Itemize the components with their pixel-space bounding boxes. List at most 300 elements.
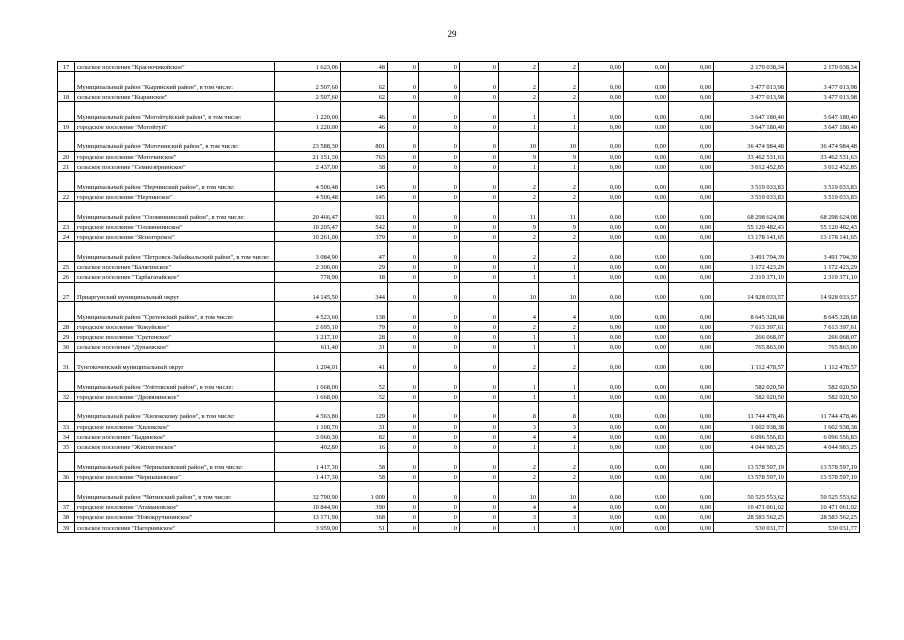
cell-col-8: 2 bbox=[499, 472, 539, 482]
cell-col-6: 0 bbox=[419, 261, 460, 271]
cell-col-6: 0 bbox=[419, 421, 460, 431]
cell-col-6: 0 bbox=[419, 232, 460, 242]
table-row bbox=[58, 172, 860, 192]
cell-residents: 79 bbox=[341, 321, 388, 331]
cell-row-number bbox=[58, 102, 75, 122]
cell-col-8: 2 bbox=[499, 72, 539, 92]
table-row bbox=[58, 282, 860, 302]
cell-col-11: 0,00 bbox=[624, 402, 669, 422]
cell-col-7: 0 bbox=[460, 161, 499, 171]
cell-col-11: 0,00 bbox=[624, 442, 669, 452]
cell-col-8: 1 bbox=[499, 372, 539, 392]
cell-col-5: 0 bbox=[388, 191, 419, 201]
cell-col-7: 0 bbox=[460, 62, 499, 72]
cell-col-12: 0,00 bbox=[669, 62, 714, 72]
cell-col-11: 0,00 bbox=[624, 191, 669, 201]
cell-row-number: 19 bbox=[58, 121, 75, 131]
cell-area: 1 204,01 bbox=[275, 352, 341, 372]
cell-col-6: 0 bbox=[419, 282, 460, 302]
cell-area: 402,80 bbox=[275, 442, 341, 452]
cell-col-7: 0 bbox=[460, 242, 499, 262]
cell-col-5: 0 bbox=[388, 391, 419, 401]
cell-area: 1 417,30 bbox=[275, 472, 341, 482]
cell-col-10: 0,00 bbox=[579, 202, 624, 222]
cell-col-6: 0 bbox=[419, 62, 460, 72]
cell-col-6: 0 bbox=[419, 391, 460, 401]
cell-col-8: 1 bbox=[499, 102, 539, 122]
cell-col-13: 4 044 983,25 bbox=[714, 442, 787, 452]
cell-col-13: 1 112 478,57 bbox=[714, 352, 787, 372]
cell-row-number: 36 bbox=[58, 472, 75, 482]
cell-name: городское поселение "Чернышевское" bbox=[75, 472, 275, 482]
cell-total: 14 928 033,57 bbox=[787, 282, 860, 302]
cell-col-5: 0 bbox=[388, 172, 419, 192]
cell-col-12: 0,00 bbox=[669, 342, 714, 352]
table-row bbox=[58, 522, 860, 532]
cell-col-5: 0 bbox=[388, 431, 419, 441]
table-row bbox=[58, 482, 860, 502]
cell-col-9: 3 bbox=[539, 421, 579, 431]
cell-col-5: 0 bbox=[388, 272, 419, 282]
page-number: 29 bbox=[447, 29, 457, 39]
cell-col-5: 0 bbox=[388, 282, 419, 302]
cell-col-9: 4 bbox=[539, 431, 579, 441]
cell-col-6: 0 bbox=[419, 332, 460, 342]
cell-total: 11 744 478,46 bbox=[787, 402, 860, 422]
cell-col-9: 9 bbox=[539, 151, 579, 161]
cell-col-7: 0 bbox=[460, 512, 499, 522]
cell-col-8: 1 bbox=[499, 342, 539, 352]
cell-row-number: 37 bbox=[58, 502, 75, 512]
cell-residents: 379 bbox=[341, 232, 388, 242]
cell-col-5: 0 bbox=[388, 332, 419, 342]
cell-total: 3 477 013,98 bbox=[787, 91, 860, 101]
cell-col-9: 2 bbox=[539, 191, 579, 201]
cell-residents: 58 bbox=[341, 452, 388, 472]
cell-col-12: 0,00 bbox=[669, 151, 714, 161]
cell-col-7: 0 bbox=[460, 522, 499, 532]
cell-col-9: 2 bbox=[539, 172, 579, 192]
cell-col-10: 0,00 bbox=[579, 342, 624, 352]
cell-total: 2 319 371,10 bbox=[787, 272, 860, 282]
table-row bbox=[58, 442, 860, 452]
cell-col-6: 0 bbox=[419, 342, 460, 352]
cell-row-number bbox=[58, 132, 75, 152]
cell-name: сельское поселение "Нагорнинское" bbox=[75, 522, 275, 532]
cell-name: городское поселение "Кокуйское" bbox=[75, 321, 275, 331]
cell-col-7: 0 bbox=[460, 282, 499, 302]
cell-total: 530 031,77 bbox=[787, 522, 860, 532]
cell-col-7: 0 bbox=[460, 232, 499, 242]
cell-name: сельское поселение "Тарбагатайское" bbox=[75, 272, 275, 282]
cell-area: 1 668,00 bbox=[275, 372, 341, 392]
cell-col-7: 0 bbox=[460, 172, 499, 192]
cell-col-13: 3 519 033,83 bbox=[714, 172, 787, 192]
cell-col-13: 55 120 482,43 bbox=[714, 221, 787, 231]
cell-col-11: 0,00 bbox=[624, 321, 669, 331]
cell-area: 3 084,90 bbox=[275, 242, 341, 262]
cell-col-6: 0 bbox=[419, 161, 460, 171]
cell-row-number bbox=[58, 372, 75, 392]
cell-residents: 52 bbox=[341, 372, 388, 392]
table-row bbox=[58, 431, 860, 441]
cell-col-10: 0,00 bbox=[579, 91, 624, 101]
cell-total: 582 020,50 bbox=[787, 391, 860, 401]
cell-col-10: 0,00 bbox=[579, 321, 624, 331]
cell-col-12: 0,00 bbox=[669, 421, 714, 431]
cell-col-9: 1 bbox=[539, 121, 579, 131]
cell-total: 3 477 013,98 bbox=[787, 72, 860, 92]
cell-col-13: 8 645 328,68 bbox=[714, 302, 787, 322]
cell-total: 28 583 562,25 bbox=[787, 512, 860, 522]
cell-residents: 344 bbox=[341, 282, 388, 302]
cell-row-number bbox=[58, 302, 75, 322]
cell-col-10: 0,00 bbox=[579, 221, 624, 231]
cell-col-5: 0 bbox=[388, 502, 419, 512]
cell-name: сельское поселение "Балягинское" bbox=[75, 261, 275, 271]
cell-col-8: 8 bbox=[499, 402, 539, 422]
cell-col-12: 0,00 bbox=[669, 452, 714, 472]
cell-col-9: 4 bbox=[539, 302, 579, 322]
table-row bbox=[58, 232, 860, 242]
cell-row-number: 35 bbox=[58, 442, 75, 452]
cell-name: городское поселение "Могочинское" bbox=[75, 151, 275, 161]
cell-area: 4 563,80 bbox=[275, 402, 341, 422]
cell-col-10: 0,00 bbox=[579, 272, 624, 282]
cell-col-5: 0 bbox=[388, 62, 419, 72]
cell-name: городское поселение "Могойтуй" bbox=[75, 121, 275, 131]
cell-col-12: 0,00 bbox=[669, 402, 714, 422]
cell-residents: 801 bbox=[341, 132, 388, 152]
cell-col-8: 1 bbox=[499, 332, 539, 342]
cell-residents: 18 bbox=[341, 272, 388, 282]
cell-residents: 51 bbox=[341, 522, 388, 532]
cell-col-9: 11 bbox=[539, 202, 579, 222]
cell-row-number: 27 bbox=[58, 282, 75, 302]
cell-col-5: 0 bbox=[388, 321, 419, 331]
cell-col-5: 0 bbox=[388, 342, 419, 352]
cell-residents: 62 bbox=[341, 72, 388, 92]
cell-col-9: 1 bbox=[539, 102, 579, 122]
cell-col-8: 2 bbox=[499, 242, 539, 262]
cell-area: 1 220,00 bbox=[275, 121, 341, 131]
cell-col-6: 0 bbox=[419, 482, 460, 502]
cell-col-5: 0 bbox=[388, 472, 419, 482]
cell-col-9: 1 bbox=[539, 272, 579, 282]
cell-total: 1 602 938,38 bbox=[787, 421, 860, 431]
cell-residents: 82 bbox=[341, 431, 388, 441]
cell-col-9: 1 bbox=[539, 372, 579, 392]
cell-col-12: 0,00 bbox=[669, 352, 714, 372]
cell-col-6: 0 bbox=[419, 121, 460, 131]
cell-col-8: 1 bbox=[499, 121, 539, 131]
cell-col-6: 0 bbox=[419, 272, 460, 282]
cell-col-11: 0,00 bbox=[624, 62, 669, 72]
cell-col-13: 36 474 984,48 bbox=[714, 132, 787, 152]
cell-name: Муниципальный район "Могойтуйский район", в том числе: bbox=[75, 102, 275, 122]
cell-row-number: 23 bbox=[58, 221, 75, 231]
table-row bbox=[58, 372, 860, 392]
cell-total: 3 491 794,39 bbox=[787, 242, 860, 262]
table-row bbox=[58, 452, 860, 472]
cell-total: 33 462 531,63 bbox=[787, 151, 860, 161]
cell-col-13: 3 647 180,40 bbox=[714, 102, 787, 122]
cell-col-8: 2 bbox=[499, 62, 539, 72]
cell-col-9: 2 bbox=[539, 472, 579, 482]
cell-residents: 921 bbox=[341, 202, 388, 222]
table-row bbox=[58, 332, 860, 342]
cell-row-number: 20 bbox=[58, 151, 75, 161]
cell-col-11: 0,00 bbox=[624, 151, 669, 161]
cell-row-number: 26 bbox=[58, 272, 75, 282]
table-row bbox=[58, 202, 860, 222]
table-row bbox=[58, 151, 860, 161]
cell-col-13: 14 928 033,57 bbox=[714, 282, 787, 302]
cell-col-7: 0 bbox=[460, 302, 499, 322]
cell-residents: 763 bbox=[341, 151, 388, 161]
cell-col-7: 0 bbox=[460, 431, 499, 441]
cell-name: сельское поселение "Кыринское" bbox=[75, 91, 275, 101]
cell-col-13: 3 491 794,39 bbox=[714, 242, 787, 262]
cell-col-7: 0 bbox=[460, 202, 499, 222]
cell-col-9: 2 bbox=[539, 72, 579, 92]
cell-total: 3 647 180,40 bbox=[787, 102, 860, 122]
cell-col-11: 0,00 bbox=[624, 512, 669, 522]
cell-area: 10 844,90 bbox=[275, 502, 341, 512]
cell-col-11: 0,00 bbox=[624, 482, 669, 502]
cell-col-6: 0 bbox=[419, 522, 460, 532]
cell-col-12: 0,00 bbox=[669, 372, 714, 392]
cell-col-13: 3 012 452,85 bbox=[714, 161, 787, 171]
cell-total: 10 471 061,02 bbox=[787, 502, 860, 512]
table-row bbox=[58, 191, 860, 201]
cell-col-11: 0,00 bbox=[624, 232, 669, 242]
cell-area: 32 790,90 bbox=[275, 482, 341, 502]
cell-col-6: 0 bbox=[419, 102, 460, 122]
cell-total: 3 012 452,85 bbox=[787, 161, 860, 171]
cell-col-12: 0,00 bbox=[669, 72, 714, 92]
cell-col-12: 0,00 bbox=[669, 232, 714, 242]
cell-col-12: 0,00 bbox=[669, 121, 714, 131]
cell-col-5: 0 bbox=[388, 482, 419, 502]
cell-col-8: 4 bbox=[499, 431, 539, 441]
cell-col-7: 0 bbox=[460, 472, 499, 482]
cell-col-11: 0,00 bbox=[624, 342, 669, 352]
cell-col-10: 0,00 bbox=[579, 421, 624, 431]
cell-col-12: 0,00 bbox=[669, 102, 714, 122]
cell-col-6: 0 bbox=[419, 191, 460, 201]
cell-total: 765 863,00 bbox=[787, 342, 860, 352]
cell-area: 2 507,60 bbox=[275, 72, 341, 92]
cell-col-6: 0 bbox=[419, 242, 460, 262]
cell-col-7: 0 bbox=[460, 151, 499, 161]
cell-col-9: 1 bbox=[539, 332, 579, 342]
cell-col-7: 0 bbox=[460, 372, 499, 392]
cell-col-7: 0 bbox=[460, 442, 499, 452]
cell-col-9: 4 bbox=[539, 502, 579, 512]
cell-col-13: 50 525 553,62 bbox=[714, 482, 787, 502]
cell-area: 10 261,00 bbox=[275, 232, 341, 242]
cell-row-number: 25 bbox=[58, 261, 75, 271]
cell-col-6: 0 bbox=[419, 151, 460, 161]
cell-col-11: 0,00 bbox=[624, 302, 669, 322]
cell-col-9: 1 bbox=[539, 391, 579, 401]
cell-name: городское поселение "Дровянинское" bbox=[75, 391, 275, 401]
table-row bbox=[58, 302, 860, 322]
cell-col-11: 0,00 bbox=[624, 72, 669, 92]
cell-residents: 46 bbox=[341, 121, 388, 131]
cell-total: 582 020,50 bbox=[787, 372, 860, 392]
cell-residents: 28 bbox=[341, 332, 388, 342]
cell-col-8: 3 bbox=[499, 512, 539, 522]
cell-col-5: 0 bbox=[388, 242, 419, 262]
cell-residents: 16 bbox=[341, 442, 388, 452]
cell-col-11: 0,00 bbox=[624, 202, 669, 222]
cell-col-6: 0 bbox=[419, 502, 460, 512]
cell-col-7: 0 bbox=[460, 321, 499, 331]
cell-residents: 368 bbox=[341, 512, 388, 522]
cell-col-7: 0 bbox=[460, 352, 499, 372]
cell-residents: 31 bbox=[341, 421, 388, 431]
cell-row-number bbox=[58, 172, 75, 192]
cell-col-8: 2 bbox=[499, 321, 539, 331]
cell-area: 4 523,60 bbox=[275, 302, 341, 322]
cell-col-10: 0,00 bbox=[579, 372, 624, 392]
cell-total: 13 578 597,19 bbox=[787, 452, 860, 472]
table-row bbox=[58, 391, 860, 401]
cell-total: 36 474 984,48 bbox=[787, 132, 860, 152]
cell-col-10: 0,00 bbox=[579, 512, 624, 522]
cell-col-8: 4 bbox=[499, 502, 539, 512]
cell-col-6: 0 bbox=[419, 352, 460, 372]
cell-col-5: 0 bbox=[388, 402, 419, 422]
cell-col-13: 3 519 033,83 bbox=[714, 191, 787, 201]
cell-name: городское поселение "Ясногорское" bbox=[75, 232, 275, 242]
cell-row-number bbox=[58, 242, 75, 262]
cell-area: 14 145,50 bbox=[275, 282, 341, 302]
cell-col-7: 0 bbox=[460, 391, 499, 401]
cell-col-11: 0,00 bbox=[624, 102, 669, 122]
cell-total: 50 525 553,62 bbox=[787, 482, 860, 502]
cell-name: Муниципальный район "Читинский район", в том числе: bbox=[75, 482, 275, 502]
cell-col-6: 0 bbox=[419, 402, 460, 422]
cell-col-12: 0,00 bbox=[669, 442, 714, 452]
cell-col-5: 0 bbox=[388, 232, 419, 242]
cell-col-8: 11 bbox=[499, 202, 539, 222]
cell-name: Муниципальный район "Чернышевский район", в том числе: bbox=[75, 452, 275, 472]
cell-total: 7 613 397,61 bbox=[787, 321, 860, 331]
cell-col-8: 2 bbox=[499, 452, 539, 472]
cell-row-number: 29 bbox=[58, 332, 75, 342]
cell-col-7: 0 bbox=[460, 342, 499, 352]
cell-residents: 31 bbox=[341, 342, 388, 352]
cell-col-7: 0 bbox=[460, 91, 499, 101]
cell-col-11: 0,00 bbox=[624, 372, 669, 392]
cell-name: Муниципальный район "Хилокскому район", в том числе: bbox=[75, 402, 275, 422]
cell-col-7: 0 bbox=[460, 502, 499, 512]
cell-col-5: 0 bbox=[388, 151, 419, 161]
cell-col-11: 0,00 bbox=[624, 121, 669, 131]
cell-col-8: 3 bbox=[499, 421, 539, 431]
cell-col-10: 0,00 bbox=[579, 332, 624, 342]
cell-col-11: 0,00 bbox=[624, 221, 669, 231]
cell-residents: 62 bbox=[341, 91, 388, 101]
cell-col-6: 0 bbox=[419, 452, 460, 472]
cell-col-12: 0,00 bbox=[669, 261, 714, 271]
cell-area: 1 220,00 bbox=[275, 102, 341, 122]
cell-col-5: 0 bbox=[388, 522, 419, 532]
cell-row-number: 22 bbox=[58, 191, 75, 201]
cell-col-7: 0 bbox=[460, 332, 499, 342]
cell-col-13: 2 170 038,34 bbox=[714, 62, 787, 72]
cell-col-5: 0 bbox=[388, 72, 419, 92]
cell-col-5: 0 bbox=[388, 512, 419, 522]
cell-col-10: 0,00 bbox=[579, 232, 624, 242]
cell-col-5: 0 bbox=[388, 102, 419, 122]
cell-row-number: 18 bbox=[58, 91, 75, 101]
cell-total: 2 170 038,34 bbox=[787, 62, 860, 72]
cell-col-11: 0,00 bbox=[624, 332, 669, 342]
cell-col-6: 0 bbox=[419, 472, 460, 482]
cell-total: 3 519 033,83 bbox=[787, 172, 860, 192]
cell-col-12: 0,00 bbox=[669, 472, 714, 482]
cell-col-6: 0 bbox=[419, 372, 460, 392]
table-row bbox=[58, 342, 860, 352]
cell-residents: 58 bbox=[341, 472, 388, 482]
cell-col-8: 2 bbox=[499, 91, 539, 101]
cell-col-6: 0 bbox=[419, 202, 460, 222]
cell-row-number: 33 bbox=[58, 421, 75, 431]
cell-col-5: 0 bbox=[388, 161, 419, 171]
cell-area: 3 959,00 bbox=[275, 522, 341, 532]
table-row bbox=[58, 421, 860, 431]
cell-name: сельское поселение "Дунаевское" bbox=[75, 342, 275, 352]
cell-col-9: 8 bbox=[539, 402, 579, 422]
cell-col-8: 1 bbox=[499, 522, 539, 532]
cell-col-9: 1 bbox=[539, 261, 579, 271]
cell-col-11: 0,00 bbox=[624, 161, 669, 171]
cell-col-12: 0,00 bbox=[669, 91, 714, 101]
cell-col-12: 0,00 bbox=[669, 132, 714, 152]
cell-name: городское поселение "Оловяннинское" bbox=[75, 221, 275, 231]
cell-col-5: 0 bbox=[388, 421, 419, 431]
table-row bbox=[58, 132, 860, 152]
cell-col-8: 1 bbox=[499, 442, 539, 452]
cell-col-10: 0,00 bbox=[579, 261, 624, 271]
cell-col-7: 0 bbox=[460, 261, 499, 271]
cell-area: 21 151,30 bbox=[275, 151, 341, 161]
cell-name: сельское поселение "Бадинское" bbox=[75, 431, 275, 441]
cell-area: 2 437,00 bbox=[275, 161, 341, 171]
cell-total: 3 519 033,83 bbox=[787, 191, 860, 201]
cell-col-12: 0,00 bbox=[669, 482, 714, 502]
cell-row-number: 28 bbox=[58, 321, 75, 331]
cell-col-13: 11 744 478,46 bbox=[714, 402, 787, 422]
cell-col-12: 0,00 bbox=[669, 321, 714, 331]
cell-col-10: 0,00 bbox=[579, 402, 624, 422]
cell-row-number: 17 bbox=[58, 62, 75, 72]
table-row bbox=[58, 221, 860, 231]
cell-col-10: 0,00 bbox=[579, 302, 624, 322]
cell-col-10: 0,00 bbox=[579, 431, 624, 441]
cell-row-number bbox=[58, 202, 75, 222]
cell-area: 10 205,47 bbox=[275, 221, 341, 231]
cell-col-7: 0 bbox=[460, 221, 499, 231]
cell-col-8: 1 bbox=[499, 391, 539, 401]
cell-col-13: 13 178 141,65 bbox=[714, 232, 787, 242]
cell-row-number bbox=[58, 482, 75, 502]
cell-col-13: 68 298 624,08 bbox=[714, 202, 787, 222]
